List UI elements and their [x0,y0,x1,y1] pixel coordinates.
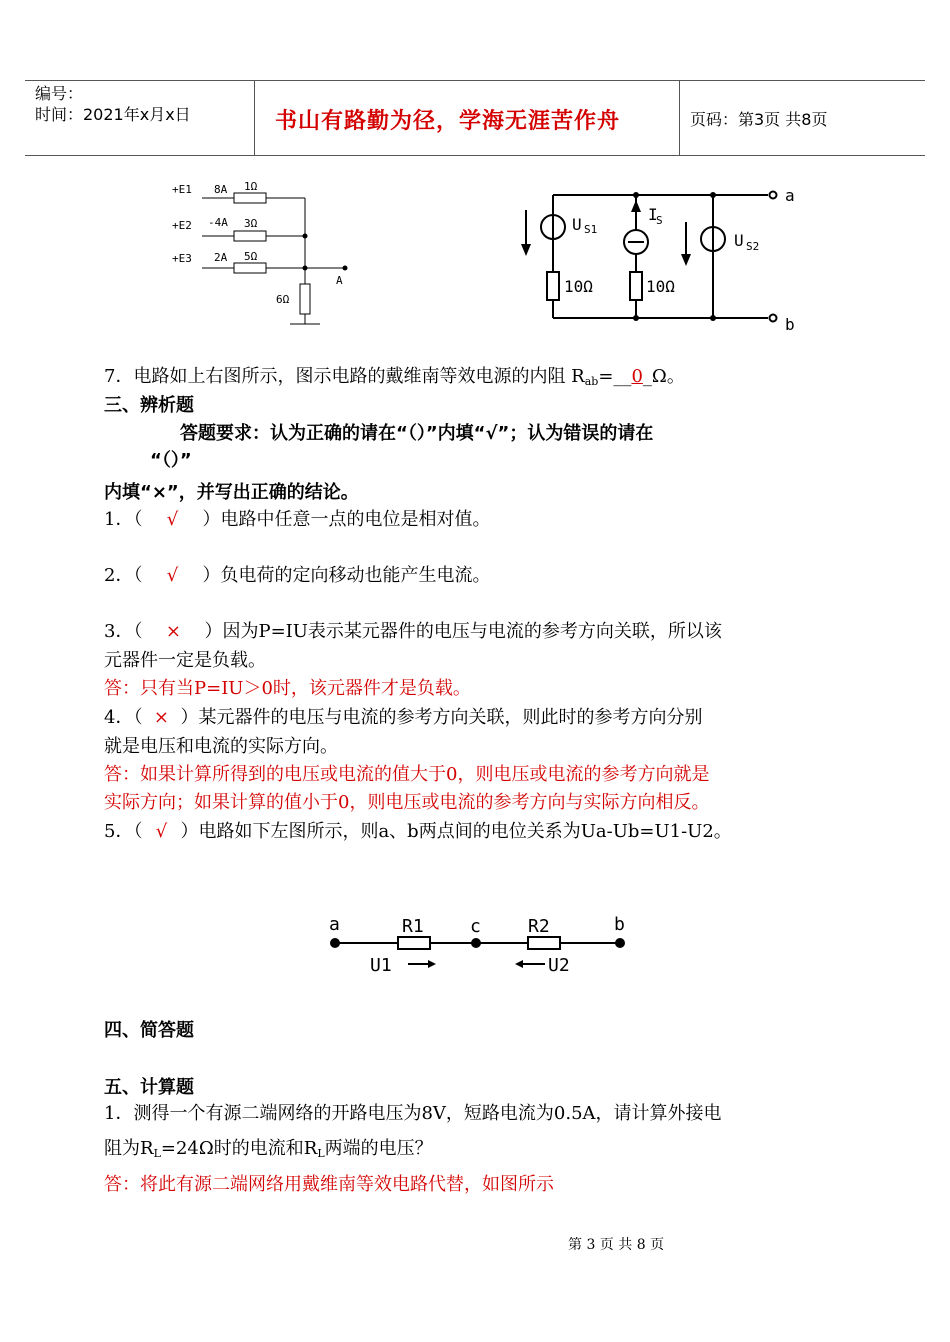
time-label: 时间：2021年x月x日 [35,105,191,124]
check-mark: √ [166,509,179,530]
calc-question-1-answer: 答：将此有源二端网络用戴维南等效电路代替，如图所示 [104,1174,554,1195]
source-label: +E3 [172,252,192,265]
terminal-b-label: b [785,315,795,334]
current-label: 8A [214,183,228,196]
q1-text: =24Ω时的电流和R [160,1138,318,1159]
item-text: ）电路如下左图所示，则a、b两点间的电位关系为Ua-Ub=U1-U2。 [180,821,732,842]
source2-label: U [734,231,744,250]
rl-subscript: L [317,1147,325,1160]
cross-mark: × [165,621,181,642]
item-text: ）因为P=IU表示某元器件的电压与电流的参考方向关联，所以该 [204,621,722,642]
check-mark: √ [166,565,179,586]
calc-question-1: 1．测得一个有源二端网络的开路电压为8V，短路电流为0.5A，请计算外接电 [104,1103,722,1124]
current-label: 2A [214,251,228,264]
figure-thevenin-circuit [510,180,810,335]
resistor2-label: 10Ω [646,277,675,296]
item-text: ）负电荷的定向移动也能产生电流。 [202,565,491,586]
resistor-label: 1Ω [244,180,258,193]
u1-label: U1 [370,955,392,976]
item-text: ）电路中任意一点的电位是相对值。 [202,509,491,530]
figure-series-circuit [320,908,640,978]
terminal-a-label: a [785,186,795,205]
item-4-answer-continued: 实际方向；如果计算的值小于0，则电压或电流的参考方向与实际方向相反。 [104,792,710,813]
q1-text: 两端的电压？ [324,1138,433,1159]
source1-label: U [572,215,582,234]
source1-subscript: S1 [584,223,598,236]
item-1 [104,507,490,533]
source-label: +E2 [172,219,192,232]
current-label: -4A [208,216,228,229]
q7-subscript: ab [584,375,599,388]
section-3-requirement-cont: “（）” [150,450,192,471]
rl-subscript: L [153,1147,161,1160]
q7-blank: =__ [598,366,632,387]
item-text: ）某元器件的电压与电流的参考方向关联，则此时的参考方向分别 [180,707,703,728]
node-label: A [336,274,343,287]
header-motto: 书山有路勤为径，学海无涯苦作舟 [275,109,621,134]
q1-text: 阻为R [104,1138,154,1159]
q7-text: 7．电路如上右图所示，图示电路的戴维南等效电源的内阻 R [104,366,585,387]
item-3-continued: 元器件一定是负载。 [104,650,266,671]
r2-label: R2 [528,916,550,937]
section-3-requirement-end: 内填“×”，并写出正确的结论。 [104,482,359,503]
q7-unit: _Ω。 [642,366,685,387]
item-number: 5．（ [104,821,143,842]
q7-answer: 0 [631,366,643,387]
section-5-title: 五、计算题 [104,1077,194,1098]
resistor1-label: 10Ω [564,277,593,296]
resistor-label: 5Ω [244,250,258,263]
section-3-title: 三、辨析题 [104,395,194,416]
resistor-label: 3Ω [244,217,258,230]
source2-subscript: S2 [746,240,760,253]
ground-resistor-label: 6Ω [276,293,290,306]
calc-question-1-continued [104,1136,433,1167]
section-4-title: 四、简答题 [104,1020,194,1041]
node-a-label: a [329,914,340,935]
item-number: 3．（ [104,621,143,642]
item-3 [104,619,722,645]
serial-label: 编号： [35,84,84,103]
header-divider [679,80,680,155]
item-number: 4．（ [104,707,143,728]
section-3-requirement: 答题要求：认为正确的请在“（）”内填“√”；认为错误的请在 [180,423,654,444]
item-5 [104,819,732,845]
current-source-label: I [648,205,658,224]
node-c-label: c [470,916,481,937]
current-source-subscript: S [656,214,663,227]
header-bottom-rule [25,155,925,156]
r1-label: R1 [402,916,424,937]
item-3-answer: 答：只有当P=IU＞0时，该元器件才是负载。 [104,678,471,699]
header-page-info: 页码：第3页 共8页 [690,110,828,129]
header-divider [254,80,255,155]
node-b-label: b [614,914,625,935]
item-number: 1．（ [104,509,143,530]
source-label: +E1 [172,183,192,196]
figure-potential-circuit [170,176,360,331]
page-footer: 第 3 页 共 8 页 [568,1237,665,1253]
item-4 [104,705,702,731]
item-2 [104,563,490,589]
item-4-answer: 答：如果计算所得到的电压或电流的值大于0，则电压或电流的参考方向就是 [104,764,710,785]
header-top-rule [25,80,925,81]
cross-mark: × [153,707,169,728]
check-mark: √ [155,821,168,842]
question-7 [104,364,685,395]
item-number: 2．（ [104,565,143,586]
u2-label: U2 [548,955,570,976]
item-4-continued: 就是电压和电流的实际方向。 [104,736,338,757]
